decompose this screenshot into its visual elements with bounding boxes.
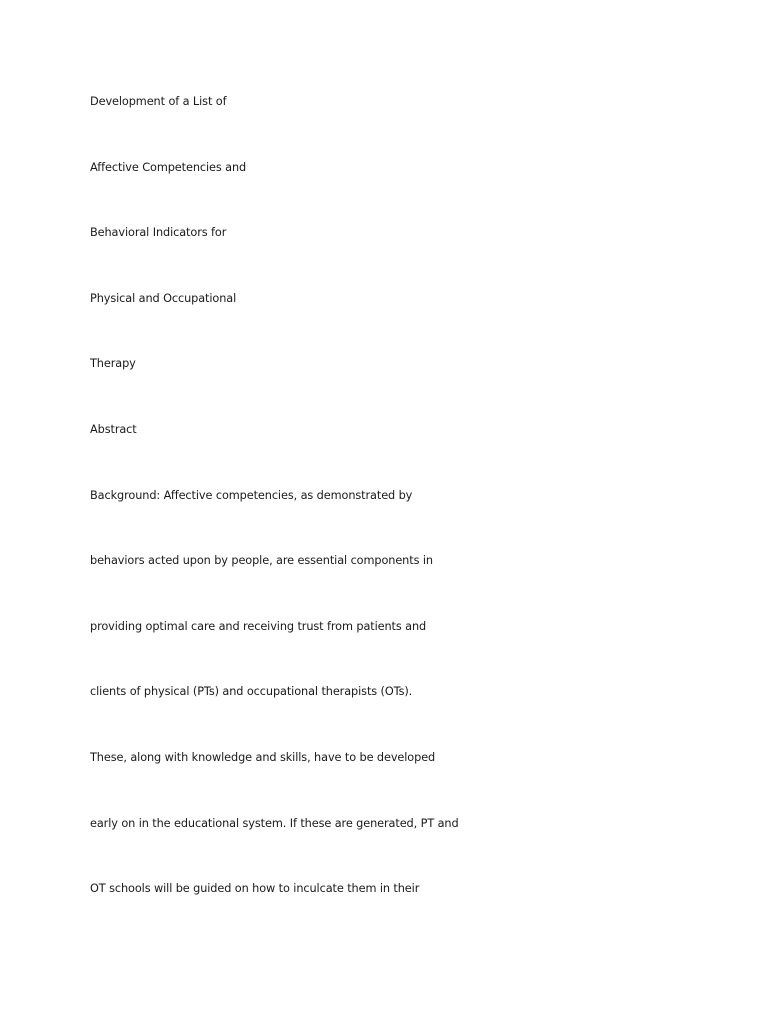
- document-text: [90, 93, 459, 946]
- title-line-5: Therapy: [90, 357, 136, 371]
- body-line-1: Background: Affective competencies, as demonstrated by: [90, 488, 413, 502]
- body-line-6: early on in the educational system. If these are generated, PT and: [90, 816, 459, 830]
- title-line-2: Affective Competencies and: [90, 160, 247, 174]
- title-line-1: Development of a List of: [90, 95, 227, 108]
- title-line-4: Physical and Occupational: [90, 291, 237, 305]
- body-line-4: clients of physical (PTs) and occupational therapists (OTs).: [90, 685, 413, 699]
- title-line-3: Behavioral Indicators for: [90, 226, 227, 240]
- body-line-7: OT schools will be guided on how to inculcate them in their: [90, 882, 420, 896]
- body-line-5: These, along with knowledge and skills, have to be developed: [90, 750, 436, 764]
- abstract-heading: Abstract: [90, 422, 137, 436]
- body-line-3: providing optimal care and receiving trust from patients and: [90, 619, 427, 633]
- body-line-2: behaviors acted upon by people, are essential components in: [90, 554, 433, 568]
